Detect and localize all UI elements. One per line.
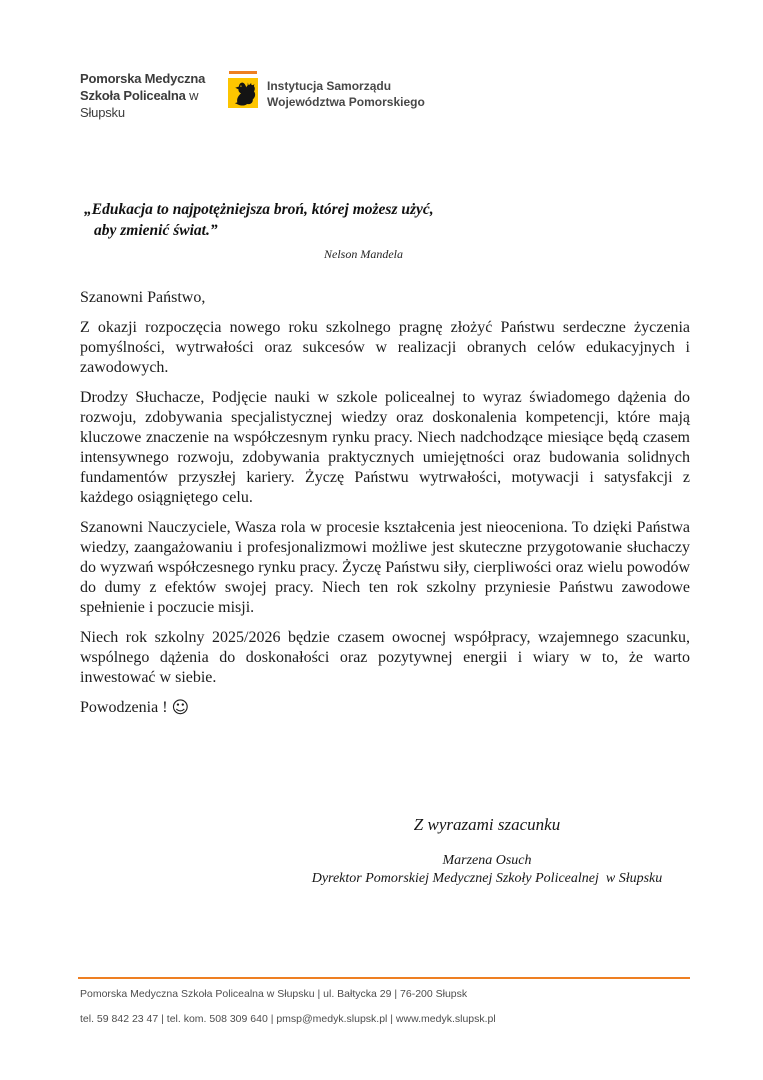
footer-address: Pomorska Medyczna Szkoła Policealna w Słupsku | ul. Bałtycka 29 | 76-200 Słupsk: [80, 988, 468, 1000]
school-brand: [80, 70, 228, 121]
pomorskie-region-logo: [228, 71, 258, 108]
closing-line: Powodzenia ! ☺: [80, 698, 190, 718]
signer-title: Dyrektor Pomorskiej Medycznej Szkoły Policealnej w Słupsku: [311, 871, 663, 886]
quote-line1: „Edukacja to najpotężniejsza broń, której możesz użyć,: [84, 201, 434, 218]
letterhead: [80, 70, 703, 121]
school-name-line2: Szkoła Policealna w Słupsku: [80, 88, 199, 120]
paragraph-2: Drodzy Słuchacze, Podjęcie nauki w szkole policealnej to wyraz świadomego dążenia do rozwoju, zdobywania specjalistycznej wiedzy oraz doskonalenia kompetencji, które mają kluczowe znaczenie na współczesnym rynku pracy. Niech nadchodzące miesiące będą czasem intensywnego rozwoju, zdobywania praktycznych umiejętności oraz budowania solidnych fundamentów przyszłej kariery. Życzę Państwu wytrwałości, motywacji i satysfakcji z każdego osiągniętego celu.: [80, 389, 690, 506]
valediction: Z wyrazami szacunku: [413, 815, 561, 834]
footer-contact: tel. 59 842 23 47 | tel. kom. 508 309 640 | pmsp@medyk.slupsk.pl | www.medyk.slupsk.pl: [80, 1013, 496, 1025]
signature-block: [272, 815, 702, 888]
logo-accent-bar: [229, 71, 257, 74]
institution-line2: Województwa Pomorskiego: [267, 95, 425, 109]
paragraph-1: Z okazji rozpoczęcia nowego roku szkolnego pragnę złożyć Państwu serdeczne życzenia pomyślności, wytrwałości oraz sukcesów w realizacji obranych celów edukacyjnych i zawodowych.: [80, 319, 690, 376]
griffin-icon: [228, 78, 258, 108]
institution-label: [267, 78, 425, 110]
motto-quote: [84, 199, 434, 265]
institution-line1: Instytucja Samorządu: [267, 79, 392, 93]
signer-name: Marzena Osuch: [442, 853, 532, 868]
footer: [80, 988, 496, 1025]
paragraph-3: Szanowni Nauczyciele, Wasza rola w procesie kształcenia jest nieoceniona. To dzięki Państwa wiedzy, zaangażowaniu i profesjonalizmowi możliwe jest skuteczne przygotowanie słuchaczy do wyzwań współczesnego rynku pracy. Życzę Państwu siły, cierpliwości oraz wielu powodów do dumy z efektów swojej pracy. Niech ten rok szkolny przyniesie Państwu zawodowe spełnienie i poczucie misji.: [80, 519, 690, 616]
smiley-icon: ☺: [171, 698, 190, 718]
quote-attribution: Nelson Mandela: [324, 247, 403, 261]
school-name-line1: Pomorska Medyczna: [80, 71, 206, 86]
quote-line2: aby zmienić świat.”: [94, 222, 218, 239]
letter-body: [80, 288, 690, 718]
paragraph-4: Niech rok szkolny 2025/2026 będzie czasem owocnej współpracy, wzajemnego szacunku, wspólnego dążenia do doskonałości oraz pozytywnej energii i wiary w to, że warto inwestować w siebie.: [80, 629, 690, 686]
footer-divider: [78, 977, 690, 979]
salutation: Szanowni Państwo,: [80, 289, 206, 306]
